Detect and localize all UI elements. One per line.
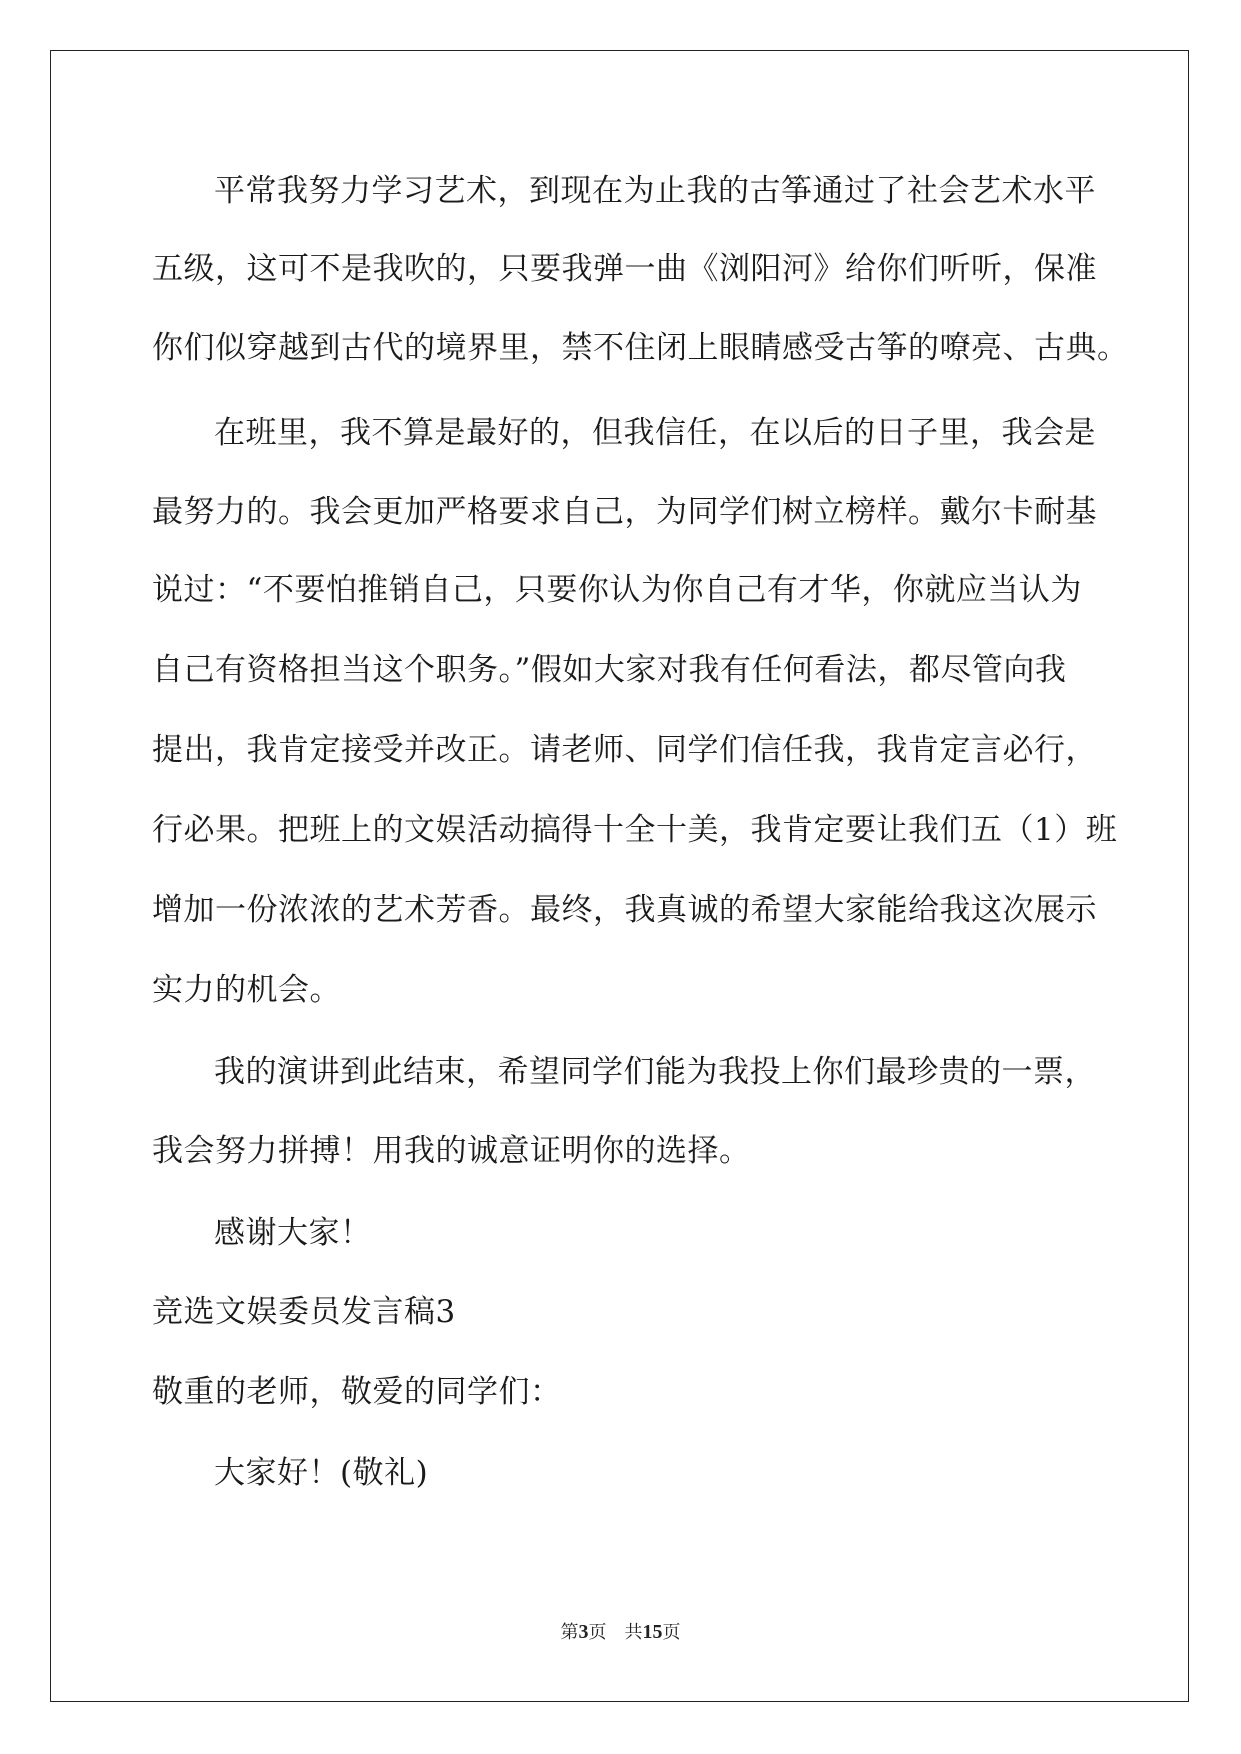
current-page-number: 3 (578, 1621, 589, 1643)
body-line: 增加一份浓浓的艺术芳香。最终，我真诚的希望大家能给我这次展示 (152, 892, 1097, 928)
body-line: 我会努力拼搏！用我的诚意证明你的选择。 (152, 1133, 751, 1169)
greeting: 大家好！(敬礼) (214, 1455, 429, 1491)
page-footer: 第3页 共15页 (560, 1621, 681, 1643)
body-line: 说过：“不要怕推销自己，只要你认为你自己有才华，你就应当认为 (152, 572, 1082, 608)
body-line: 你们似穿越到古代的境界里，禁不住闭上眼睛感受古筝的嘹亮、古典。 (152, 330, 1129, 366)
section-heading: 竞选文娱委员发言稿3 (152, 1294, 456, 1330)
body-line: 五级，这可不是我吹的，只要我弹一曲《浏阳河》给你们听听，保准 (152, 251, 1097, 287)
body-line: 实力的机会。 (152, 972, 341, 1008)
body-line: 我的演讲到此结束，希望同学们能为我投上你们最珍贵的一票， (214, 1054, 1096, 1090)
body-line: 提出，我肯定接受并改正。请老师、同学们信任我，我肯定言必行， (152, 732, 1097, 768)
body-line: 自己有资格担当这个职务。”假如大家对我有任何看法，都尽管向我 (152, 652, 1067, 688)
body-line: 感谢大家！ (214, 1215, 372, 1251)
salutation: 敬重的老师，敬爱的同学们： (152, 1374, 562, 1410)
body-line: 行必果。把班上的文娱活动搞得十全十美，我肯定要让我们五（1）班 (152, 812, 1118, 848)
total-page-number: 15 (642, 1621, 663, 1643)
body-line: 最努力的。我会更加严格要求自己，为同学们树立榜样。戴尔卡耐基 (152, 494, 1097, 530)
body-line: 平常我努力学习艺术，到现在为止我的古筝通过了社会艺术水平 (214, 173, 1096, 209)
body-line: 在班里，我不算是最好的，但我信任，在以后的日子里，我会是 (214, 415, 1096, 451)
